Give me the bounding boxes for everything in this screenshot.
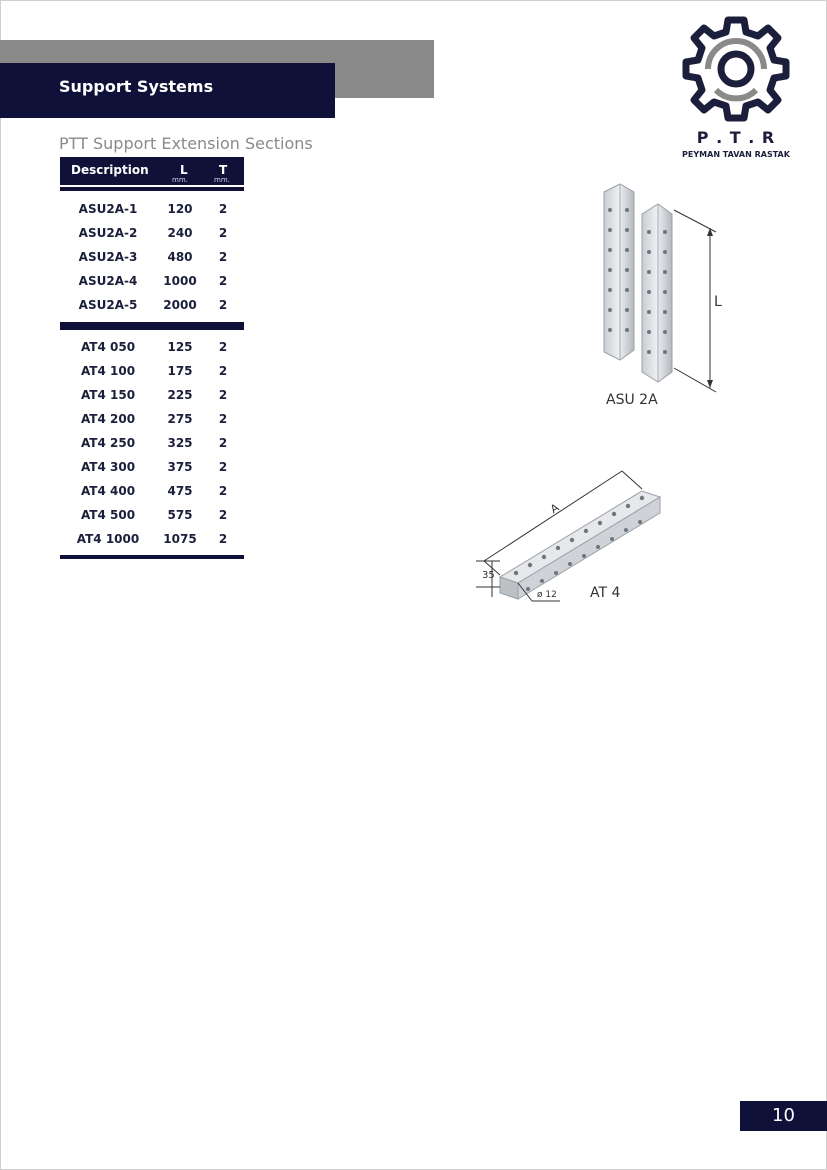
cell-description: AT4 200 — [80, 412, 136, 426]
cell-thickness: 2 — [218, 484, 228, 498]
cell-description: AT4 150 — [80, 388, 136, 402]
cell-thickness: 2 — [218, 226, 228, 240]
cell-description: ASU2A-3 — [78, 250, 138, 264]
header-l: L — [180, 163, 188, 177]
cell-thickness: 2 — [218, 202, 228, 216]
cell-thickness: 2 — [218, 508, 228, 522]
cell-length: 1075 — [163, 532, 197, 546]
header-t-unit: mm. — [214, 176, 230, 184]
cell-length: 125 — [167, 340, 193, 354]
table-row — [60, 269, 244, 293]
cell-description: AT4 400 — [80, 484, 136, 498]
cell-thickness: 2 — [218, 274, 228, 288]
table-row — [60, 383, 244, 407]
page-title: Support Systems — [59, 77, 214, 96]
cell-length: 325 — [167, 436, 193, 450]
table-row — [60, 503, 244, 527]
at4-caption: AT 4 — [590, 585, 621, 601]
cell-description: AT4 500 — [80, 508, 136, 522]
cell-description: AT4 1000 — [76, 532, 140, 546]
at4-dim-a-label: A — [548, 500, 562, 517]
header-t: T — [219, 163, 228, 177]
asu2a-product-image — [590, 180, 730, 395]
table-row — [60, 245, 244, 269]
cell-thickness: 2 — [218, 412, 228, 426]
cell-thickness: 2 — [218, 436, 228, 450]
table-row — [60, 527, 244, 551]
logo-letters: P . T . R — [696, 128, 776, 147]
asu2a-dim-l-label: L — [714, 294, 722, 310]
cell-length: 575 — [167, 508, 193, 522]
table-header — [60, 157, 244, 185]
cell-description: AT4 250 — [80, 436, 136, 450]
cell-description: ASU2A-4 — [78, 274, 138, 288]
cell-thickness: 2 — [218, 532, 228, 546]
header-description: Description — [71, 163, 149, 177]
header-l-unit: mm. — [172, 176, 188, 184]
table-row — [60, 431, 244, 455]
cell-length: 175 — [167, 364, 193, 378]
cell-thickness: 2 — [218, 364, 228, 378]
section-subtitle: PTT Support Extension Sections — [59, 134, 313, 153]
cell-length: 2000 — [163, 298, 197, 312]
cell-thickness: 2 — [218, 250, 228, 264]
cell-thickness: 2 — [218, 340, 228, 354]
cell-length: 475 — [167, 484, 193, 498]
table-row — [60, 335, 244, 359]
cell-description: AT4 100 — [80, 364, 136, 378]
table-row — [60, 479, 244, 503]
at4-dim-d-label: ø 12 — [537, 590, 557, 600]
table-row — [60, 359, 244, 383]
table-row — [60, 197, 244, 221]
cell-description: ASU2A-2 — [78, 226, 138, 240]
table-row — [60, 407, 244, 431]
cell-length: 240 — [167, 226, 193, 240]
cell-description: ASU2A-5 — [78, 298, 138, 312]
cell-thickness: 2 — [218, 460, 228, 474]
cell-description: ASU2A-1 — [78, 202, 138, 216]
cell-thickness: 2 — [218, 388, 228, 402]
table-group-at4 — [60, 326, 244, 559]
cell-thickness: 2 — [218, 298, 228, 312]
table-row — [60, 455, 244, 479]
at4-dim-35-label: 35 — [482, 570, 495, 581]
table-row — [60, 221, 244, 245]
cell-length: 480 — [167, 250, 193, 264]
logo-company-name: PEYMAN TAVAN RASTAK — [682, 150, 790, 159]
asu2a-caption: ASU 2A — [606, 392, 658, 408]
cell-description: AT4 300 — [80, 460, 136, 474]
cell-length: 275 — [167, 412, 193, 426]
cell-length: 120 — [167, 202, 193, 216]
cell-description: AT4 050 — [80, 340, 136, 354]
page-number: 10 — [740, 1101, 827, 1131]
at4-product-image — [470, 465, 670, 610]
cell-length: 225 — [167, 388, 193, 402]
cell-length: 1000 — [163, 274, 197, 288]
cell-length: 375 — [167, 460, 193, 474]
table-row — [60, 293, 244, 317]
table-group-asu2a — [60, 187, 244, 326]
